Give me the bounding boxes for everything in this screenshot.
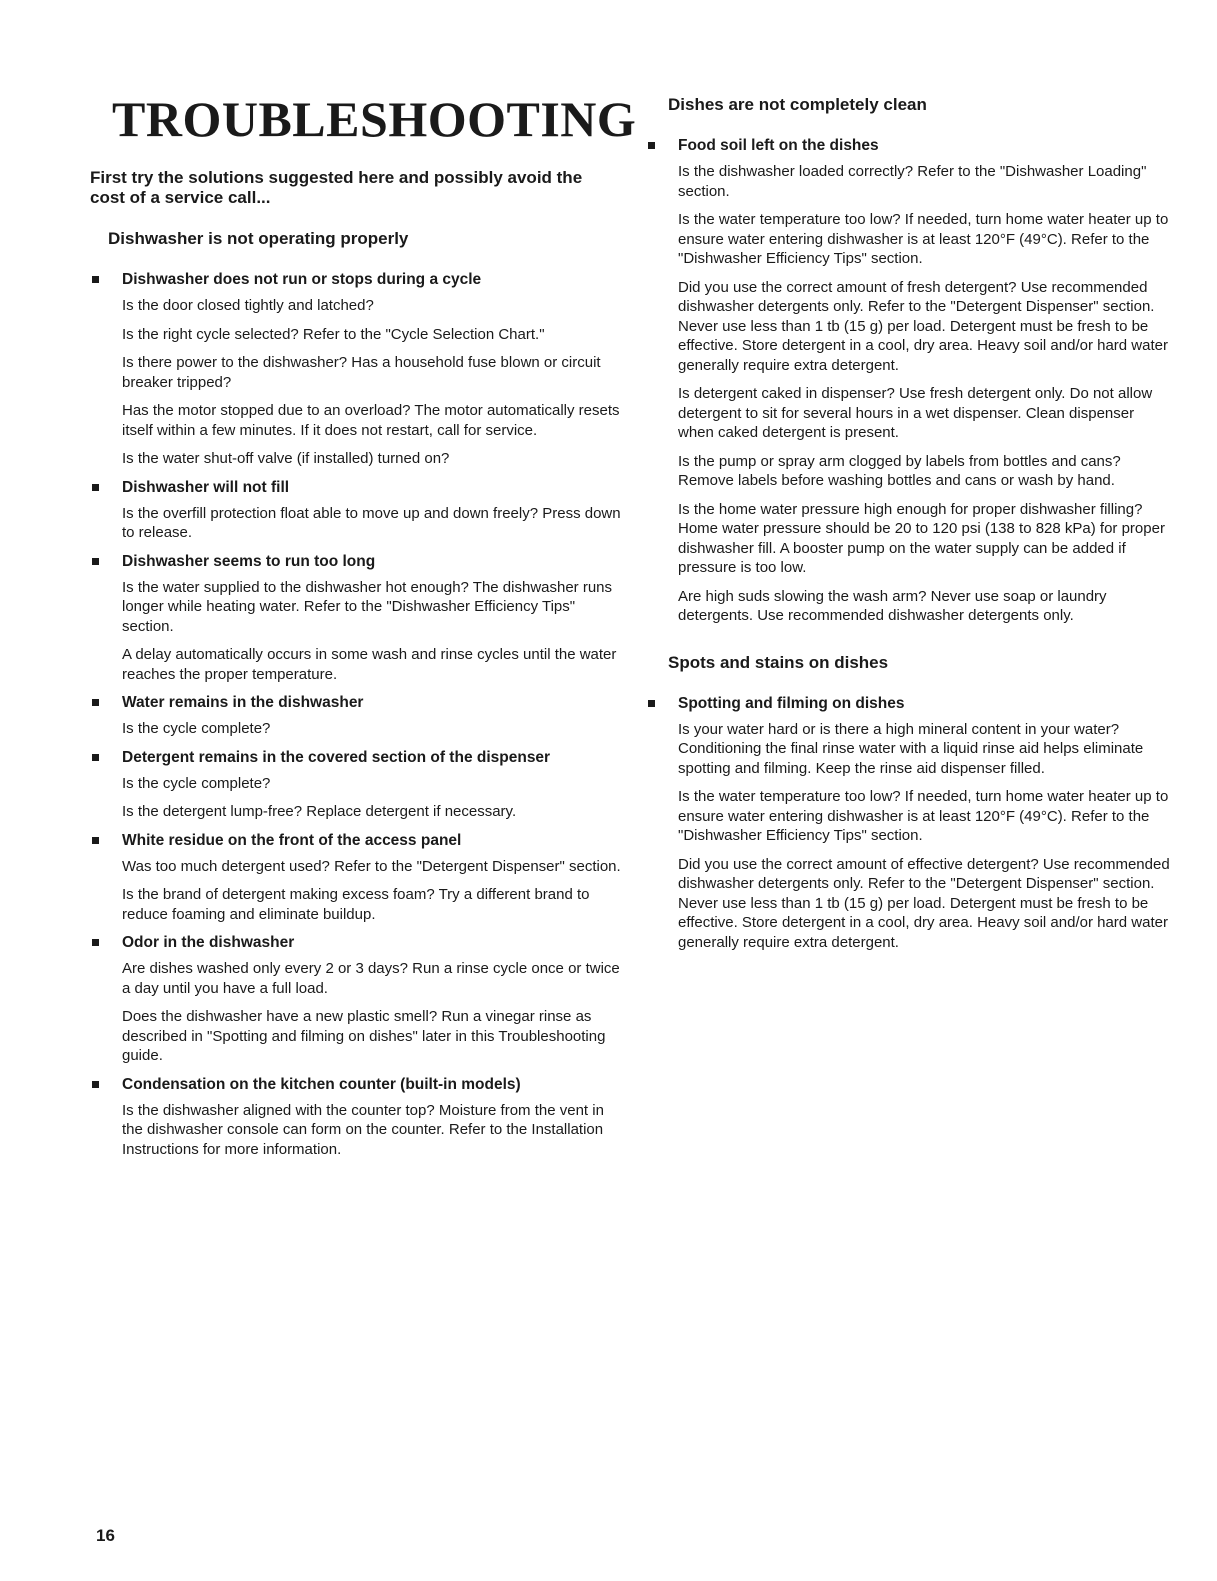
section-heading: Dishes are not completely clean bbox=[668, 95, 927, 114]
item-paragraph: Is the right cycle selected? Refer to the "Cycle Selection Chart." bbox=[122, 325, 545, 343]
bullet-icon bbox=[92, 484, 99, 491]
item-heading: White residue on the front of the access panel bbox=[122, 831, 462, 849]
left-column bbox=[92, 228, 622, 1168]
troubleshooting-item bbox=[92, 552, 622, 685]
troubleshooting-item bbox=[648, 136, 1173, 626]
item-paragraph: Is the cycle complete? bbox=[122, 720, 271, 737]
item-paragraph: Are high suds slowing the wash arm? Never use soap or laundry detergents. Use recommended dishwasher detergents only. bbox=[678, 587, 1107, 624]
bullet-icon bbox=[92, 276, 99, 283]
troubleshooting-item bbox=[92, 270, 622, 469]
troubleshooting-item bbox=[92, 748, 622, 822]
item-paragraph: Is the pump or spray arm clogged by labels from bottles and cans? Remove labels before washing bottles and cans or wash by hand. bbox=[678, 452, 1121, 489]
page-title: TROUBLESHOOTING bbox=[112, 91, 637, 147]
item-paragraph: Is the brand of detergent making excess foam? Try a different brand to reduce foaming and eliminate buildup. bbox=[122, 886, 590, 923]
item-paragraph: Is the cycle complete? bbox=[122, 774, 271, 792]
item-paragraph: Is the water supplied to the dishwasher hot enough? The dishwasher runs longer while heating water. Refer to the "Dishwasher Efficiency Tips" section. bbox=[122, 578, 613, 635]
bullet-icon bbox=[92, 754, 99, 761]
item-paragraph: Is the dishwasher aligned with the counter top? Moisture from the vent in the dishwasher console can form on the counter. Refer to the Installation Instructions for more information. bbox=[122, 1101, 604, 1158]
item-paragraph: Did you use the correct amount of effective detergent? Use recommended dishwasher detergents only. Refer to the "Detergent Dispenser" section. Never use less than 1 tb (15 g) per load. Detergent must be fresh to be effective. Store detergent in a cool, dry area. Heavy soil and/or hard water generally require extra detergent. bbox=[678, 855, 1170, 951]
section-heading: Spots and stains on dishes bbox=[668, 652, 889, 672]
troubleshooting-item bbox=[92, 478, 622, 543]
troubleshooting-item bbox=[648, 694, 1173, 953]
item-paragraph: Is the water temperature too low? If needed, turn home water heater up to ensure water entering dishwasher is at least 120°F (49°C). Refer to the "Dishwasher Efficiency Tips" section. bbox=[678, 211, 1169, 267]
troubleshooting-item bbox=[92, 831, 622, 925]
item-paragraph: Is the water shut-off valve (if installed) turned on? bbox=[122, 450, 450, 467]
item-paragraph: A delay automatically occurs in some wash and rinse cycles until the water reaches the proper temperature. bbox=[122, 646, 617, 683]
item-paragraph: Are dishes washed only every 2 or 3 days? Run a rinse cycle once or twice a day until you have a full load. bbox=[122, 960, 620, 997]
bullet-icon bbox=[92, 699, 99, 706]
item-heading: Dishwasher seems to run too long bbox=[122, 552, 376, 570]
item-paragraph: Is the dishwasher loaded correctly? Refer to the "Dishwasher Loading" section. bbox=[678, 163, 1147, 200]
item-paragraph: Is your water hard or is there a high mineral content in your water? Conditioning the final rinse water with a liquid rinse aid helps eliminate spotting and filming. Keep the rinse aid dispenser filled. bbox=[678, 720, 1144, 777]
bullet-icon bbox=[92, 939, 99, 946]
item-paragraph: Is the water temperature too low? If needed, turn home water heater up to ensure water entering dishwasher is at least 120°F (49°C). Refer to the "Dishwasher Efficiency Tips" section. bbox=[678, 788, 1169, 844]
bullet-icon bbox=[92, 837, 99, 844]
item-paragraph: Does the dishwasher have a new plastic smell? Run a vinegar rinse as described in "Spotting and filming on dishes" later in this Troubleshooting guide. bbox=[122, 1008, 606, 1064]
item-heading: Spotting and filming on dishes bbox=[678, 694, 905, 712]
item-paragraph: Was too much detergent used? Refer to the "Detergent Dispenser" section. bbox=[122, 857, 621, 875]
item-paragraph: Is detergent caked in dispenser? Use fresh detergent only. Do not allow detergent to sit for several hours in a wet dispenser. Clean dispenser when caked detergent is present. bbox=[678, 385, 1153, 441]
intro-text: First try the solutions suggested here and possibly avoid the cost of a service call... bbox=[90, 168, 583, 207]
item-paragraph: Is the door closed tightly and latched? bbox=[122, 297, 374, 314]
bullet-icon bbox=[92, 1081, 99, 1088]
bullet-icon bbox=[648, 142, 655, 149]
bullet-icon bbox=[92, 558, 99, 565]
troubleshooting-item bbox=[92, 933, 622, 1066]
item-heading: Odor in the dishwasher bbox=[122, 934, 295, 951]
item-heading: Condensation on the kitchen counter (built-in models) bbox=[122, 1075, 521, 1093]
item-heading: Dishwasher does not run or stops during a cycle bbox=[122, 271, 482, 288]
section-heading: Dishwasher is not operating properly bbox=[108, 229, 409, 248]
item-paragraph: Is the detergent lump-free? Replace detergent if necessary. bbox=[122, 803, 517, 820]
troubleshooting-item bbox=[92, 693, 622, 739]
item-paragraph: Is there power to the dishwasher? Has a household fuse blown or circuit breaker tripped? bbox=[122, 354, 601, 391]
left-items bbox=[92, 270, 622, 1159]
item-paragraph: Is the home water pressure high enough for proper dishwasher filling? Home water pressure should be 20 to 120 psi (138 to 828 kPa) for proper dishwasher fill. A booster pump on the water supply can be added if pressure is too low. bbox=[678, 500, 1165, 576]
item-heading: Dishwasher will not fill bbox=[122, 478, 290, 496]
item-paragraph: Has the motor stopped due to an overload? The motor automatically resets itself within a few minutes. If it does not restart, call for service. bbox=[122, 402, 620, 439]
item-paragraph: Is the overfill protection float able to move up and down freely? Press down to release. bbox=[122, 504, 621, 541]
item-heading: Food soil left on the dishes bbox=[678, 137, 879, 154]
page-number: 16 bbox=[96, 1526, 115, 1545]
item-paragraph: Did you use the correct amount of fresh detergent? Use recommended dishwasher detergents only. Refer to the "Detergent Dispenser" section. Never use less than 1 tb (15 g) per load. Detergent must be fresh to be effective. Store detergent in a cool, dry area. Heavy soil and/or hard water generally require extra detergent. bbox=[678, 278, 1168, 374]
section-gap bbox=[648, 636, 1173, 652]
item-heading: Detergent remains in the covered section of the dispenser bbox=[122, 748, 551, 766]
troubleshooting-item bbox=[92, 1075, 622, 1160]
bullet-icon bbox=[648, 700, 655, 707]
right-column bbox=[648, 94, 1173, 962]
item-heading: Water remains in the dishwasher bbox=[122, 694, 364, 711]
